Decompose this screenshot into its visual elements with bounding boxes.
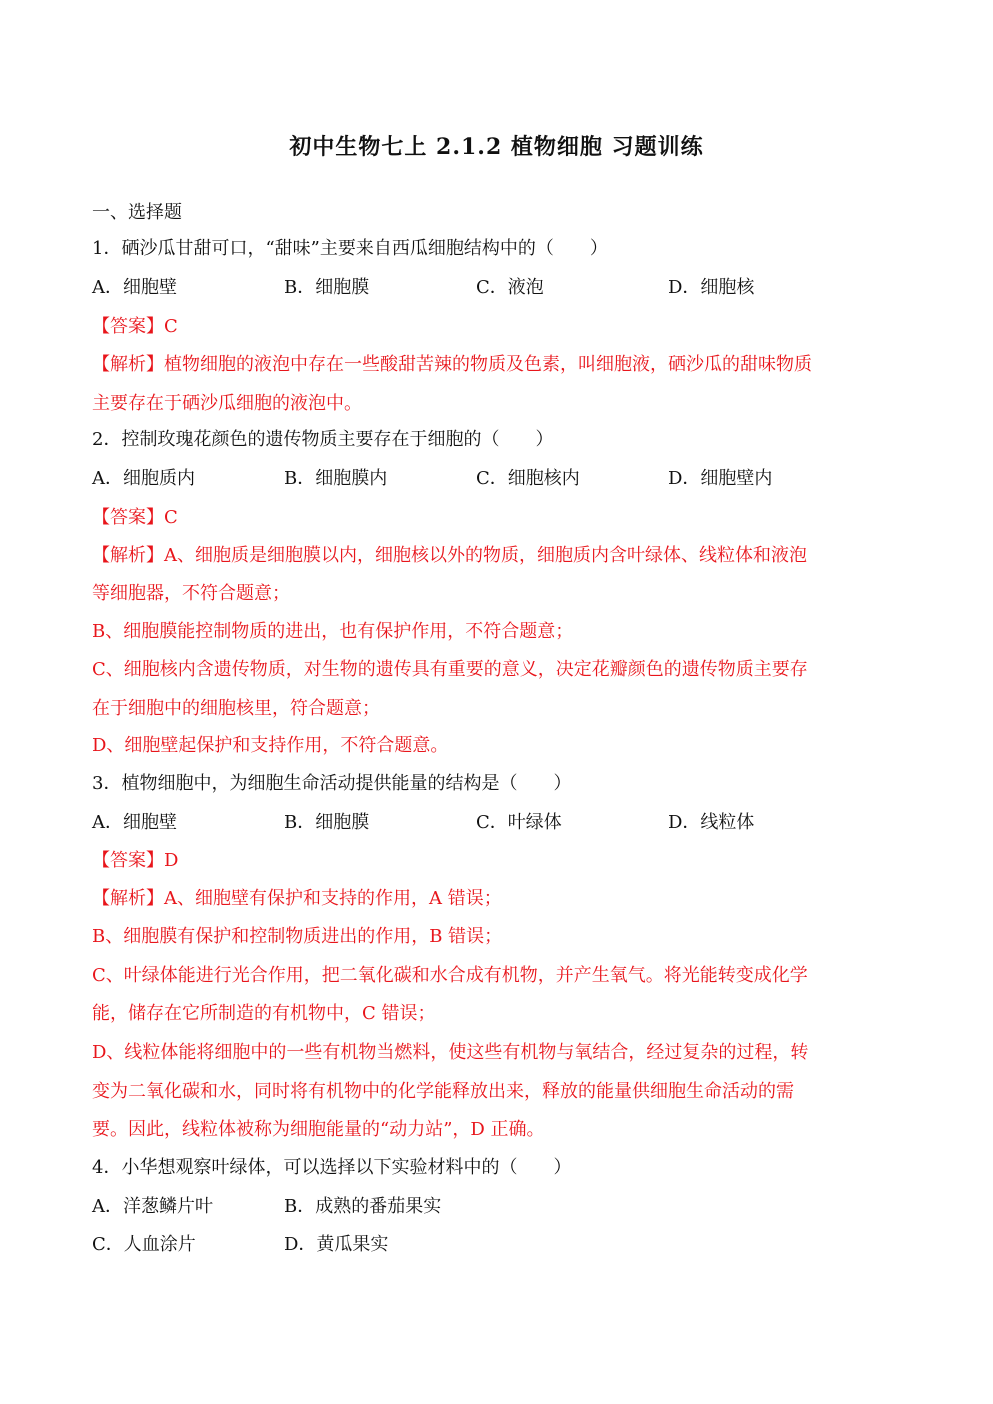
q2-analysis-line-2: 等细胞器，不符合题意； <box>92 583 290 604</box>
q2-analysis-line-3: B、细胞膜能控制物质的进出，也有保护作用，不符合题意； <box>92 621 574 642</box>
q3-answer: 【答案】D <box>92 850 179 871</box>
section-heading: 一、选择题 <box>92 202 182 223</box>
q4-option-a: A．洋葱鳞片叶 <box>92 1196 213 1217</box>
question-4-stem: 4．小华想观察叶绿体，可以选择以下实验材料中的（ ） <box>92 1157 572 1178</box>
q3-analysis-line-7: 要。因此，线粒体被称为细胞能量的“动力站”，D 正确。 <box>92 1119 545 1140</box>
q2-analysis-line-1: 【解析】A、细胞质是细胞膜以内，细胞核以外的物质，细胞质内含叶绿体、线粒体和液泡 <box>92 545 807 566</box>
q2-option-a: A．细胞质内 <box>92 468 195 489</box>
q3-analysis-line-1: 【解析】A、细胞壁有保护和支持的作用，A 错误； <box>92 888 502 909</box>
q2-option-b: B．细胞膜内 <box>284 468 388 489</box>
q4-option-d: D．黄瓜果实 <box>284 1234 389 1255</box>
q1-option-c: C．液泡 <box>476 277 544 298</box>
q1-analysis-line-2: 主要存在于硒沙瓜细胞的液泡中。 <box>92 393 362 414</box>
q3-option-c: C．叶绿体 <box>476 812 562 833</box>
q3-option-b: B．细胞膜 <box>284 812 370 833</box>
q3-option-a: A．细胞壁 <box>92 812 177 833</box>
page-title: 初中生物七上 2.1.2 植物细胞 习题训练 <box>289 134 704 160</box>
q2-answer: 【答案】C <box>92 507 178 528</box>
q4-option-c: C．人血涂片 <box>92 1234 196 1255</box>
q3-option-d: D．线粒体 <box>668 812 755 833</box>
question-1-stem: 1．硒沙瓜甘甜可口，“甜味”主要来自西瓜细胞结构中的（ ） <box>92 238 608 259</box>
q1-option-a: A．细胞壁 <box>92 277 177 298</box>
q1-analysis-line-1: 【解析】植物细胞的液泡中存在一些酸甜苦辣的物质及色素，叫细胞液，硒沙瓜的甜味物质 <box>92 354 812 375</box>
q3-analysis-line-2: B、细胞膜有保护和控制物质进出的作用，B 错误； <box>92 926 503 947</box>
question-2-stem: 2．控制玫瑰花颜色的遗传物质主要存在于细胞的（ ） <box>92 429 554 450</box>
q2-analysis-line-6: D、细胞壁起保护和支持作用，不符合题意。 <box>92 735 449 756</box>
q2-analysis-line-5: 在于细胞中的细胞核里，符合题意； <box>92 698 380 719</box>
q1-option-b: B．细胞膜 <box>284 277 370 298</box>
q3-analysis-line-4: 能，储存在它所制造的有机物中，C 错误； <box>92 1003 436 1024</box>
q1-answer: 【答案】C <box>92 316 178 337</box>
q3-analysis-line-6: 变为二氧化碳和水，同时将有机物中的化学能释放出来，释放的能量供细胞生命活动的需 <box>92 1081 794 1102</box>
q4-option-b: B．成熟的番茄果实 <box>284 1196 442 1217</box>
question-3-stem: 3．植物细胞中，为细胞生命活动提供能量的结构是（ ） <box>92 773 572 794</box>
q1-option-d: D．细胞核 <box>668 277 755 298</box>
q2-option-d: D．细胞壁内 <box>668 468 773 489</box>
q3-analysis-line-3: C、叶绿体能进行光合作用，把二氧化碳和水合成有机物，并产生氧气。将光能转变成化学 <box>92 965 808 986</box>
q2-option-c: C．细胞核内 <box>476 468 580 489</box>
q2-analysis-line-4: C、细胞核内含遗传物质，对生物的遗传具有重要的意义，决定花瓣颜色的遗传物质主要存 <box>92 659 808 680</box>
q3-analysis-line-5: D、线粒体能将细胞中的一些有机物当燃料，使这些有机物与氧结合，经过复杂的过程，转 <box>92 1042 809 1063</box>
